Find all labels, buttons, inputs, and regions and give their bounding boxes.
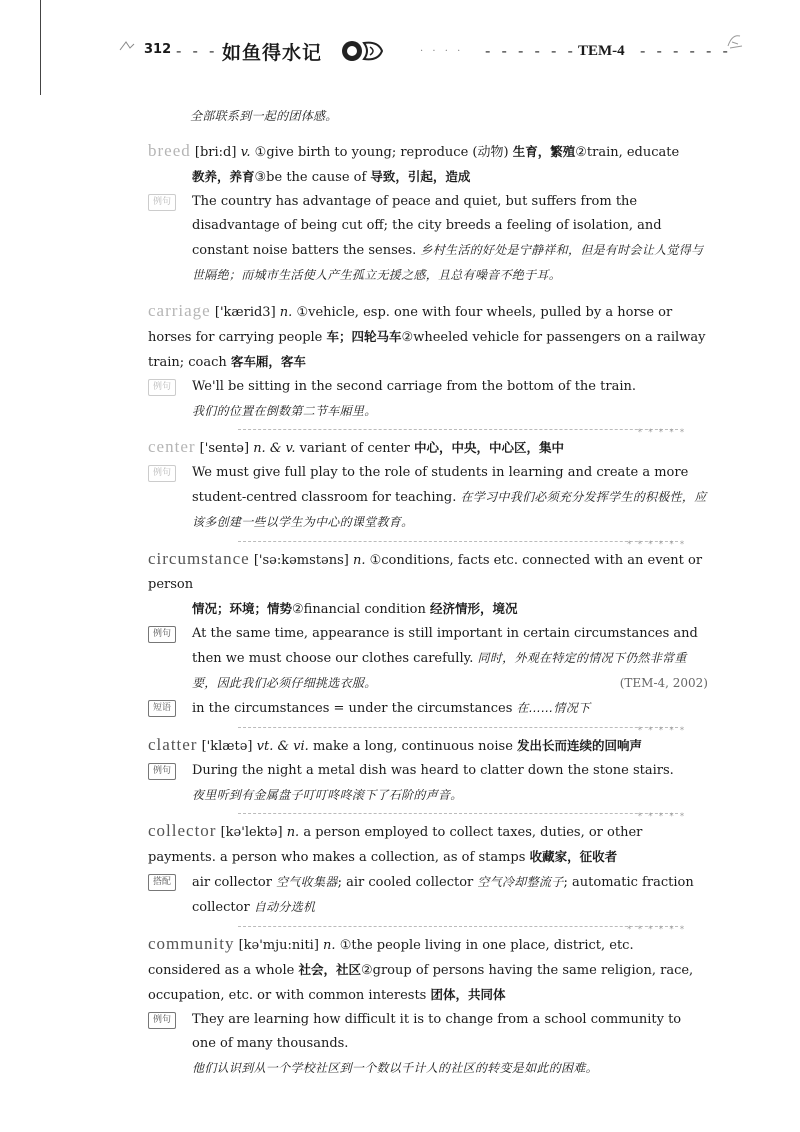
sense-number: ② bbox=[360, 963, 373, 978]
entry-breed bbox=[148, 139, 708, 288]
sense-number: ① bbox=[339, 938, 352, 953]
pronunciation: [kə'mju:niti] bbox=[238, 938, 319, 953]
entry-clatter bbox=[148, 733, 708, 821]
sense-definition: wheeled vehicle for passengers on a railway train; coach bbox=[148, 330, 706, 370]
headword: breed bbox=[148, 141, 191, 160]
example-english: We must give full play to the role of students in learning and create a more student-centred classroom for teaching. bbox=[192, 465, 689, 505]
part-of-speech: n. bbox=[286, 825, 300, 840]
headword: carriage bbox=[148, 301, 211, 320]
sense-translation: 生育，繁殖 bbox=[512, 144, 576, 159]
collocation-english: automatic fraction collector bbox=[192, 875, 694, 915]
headword: circumstance bbox=[148, 549, 250, 568]
example-tag: 例句 bbox=[148, 379, 176, 396]
entry-center bbox=[148, 435, 708, 549]
definition: a person employed to collect taxes, duties, or other payments. a person who makes a collection, as of stamps bbox=[148, 825, 643, 865]
collocation: 搭配 air collector 空气收集器; air cooled collector 空气冷却整流子; automatic fraction collector 自动分选机 bbox=[148, 870, 708, 920]
margin-line bbox=[40, 0, 41, 95]
part-of-speech: n. bbox=[352, 553, 366, 568]
example-english: The country has advantage of peace and quiet, but suffers from the disadvantage of being cut off; the city breeds a feeling of isolation, and constant noise batters the senses. bbox=[192, 194, 662, 258]
header-dash: - - - bbox=[176, 41, 218, 60]
example-tag: 例句 bbox=[148, 1012, 176, 1029]
example-english: We'll be sitting in the second carriage from the bottom of the train. bbox=[192, 379, 636, 394]
sense-number: ② bbox=[575, 145, 587, 160]
example-tag: 例句 bbox=[148, 465, 176, 482]
example-chinese: 乡村生活的好处是宁静祥和，但是有时会让人觉得与世隔绝；而城市生活使人产生孤立无援之感，且总有噪音不绝于耳。 bbox=[192, 243, 704, 282]
pronunciation: ['kærid3] bbox=[214, 305, 276, 320]
entry-community bbox=[148, 932, 708, 1080]
example-english: They are learning how difficult it is to change from a school community to one of many thousands. bbox=[192, 1012, 682, 1051]
pronunciation: [kə'lektə] bbox=[220, 825, 283, 840]
sense-definition: vehicle, esp. one with four wheels, pulled by a horse or horses for carrying people bbox=[148, 305, 673, 345]
example bbox=[148, 190, 708, 288]
sense-number: ② bbox=[401, 330, 414, 345]
collocation-english: air cooled collector bbox=[346, 875, 474, 890]
example-tag: 例句 bbox=[148, 194, 176, 211]
entry-separator: * * * * * bbox=[238, 429, 678, 431]
sense-number: ① bbox=[369, 553, 382, 568]
book-title: 如鱼得水记 bbox=[222, 42, 323, 64]
example-chinese: 我们的位置在倒数第二节车厢里。 bbox=[192, 404, 377, 418]
example-source: (TEM-4, 2002) bbox=[619, 676, 708, 690]
part-of-speech: n. bbox=[279, 305, 293, 320]
sense-definition: give birth to young; reproduce (动物) bbox=[266, 145, 509, 160]
sense-number: ③ bbox=[254, 170, 267, 185]
phrase-chinese: 在……情况下 bbox=[516, 701, 591, 715]
sense-definition: conditions, facts etc. connected with an event or person bbox=[148, 553, 703, 592]
page-content bbox=[148, 104, 708, 1080]
sense-translation: 情况；环境；情势 bbox=[192, 601, 293, 616]
collocation-english: air collector bbox=[192, 875, 272, 890]
collocation-chinese: 空气收集器 bbox=[276, 875, 338, 889]
headword: clatter bbox=[148, 735, 198, 754]
example-tag: 例句 bbox=[148, 626, 176, 643]
example-chinese: 同时，外观在特定的情况下仍然非常重要，因此我们必须仔细挑选衣服。 bbox=[192, 651, 687, 690]
example-chinese: 在学习中我们必须充分发挥学生的积极性，应该多创建一些以学生为中心的课堂教育。 bbox=[192, 490, 707, 529]
phrase bbox=[148, 696, 708, 721]
example bbox=[148, 759, 708, 807]
pronunciation: ['sentə] bbox=[199, 441, 250, 456]
collocation-tag: 搭配 bbox=[148, 874, 176, 891]
headword: community bbox=[148, 934, 235, 953]
collocation-chinese: 自动分选机 bbox=[253, 900, 316, 914]
translation: 发出长而连续的回响声 bbox=[517, 738, 643, 753]
example-chinese: 夜里听到有金属盘子叮叮咚咚滚下了石阶的声音。 bbox=[192, 788, 463, 802]
page-number: 312 bbox=[144, 42, 172, 57]
part-of-speech: vt. & vi. bbox=[256, 739, 309, 754]
phrase-tag: 短语 bbox=[148, 700, 176, 717]
sense-translation: 客车厢，客车 bbox=[230, 354, 306, 369]
example bbox=[148, 622, 708, 696]
fish-logo-icon bbox=[340, 39, 386, 63]
series-label: TEM-4 bbox=[578, 43, 625, 59]
sense-definition: financial condition bbox=[303, 602, 426, 617]
entry-separator: * * * * * * bbox=[238, 541, 678, 543]
sense-definition: train, educate bbox=[586, 145, 680, 160]
example-chinese: 他们认识到从一个学校社区到一个数以千计人的社区的转变是如此的困难。 bbox=[192, 1061, 598, 1075]
example bbox=[148, 1008, 708, 1080]
sense-definition: be the cause of bbox=[266, 170, 367, 185]
header-dots: · · · · bbox=[420, 46, 464, 57]
sense-translation: 导致，引起，造成 bbox=[370, 169, 471, 184]
scribble-mark-icon bbox=[118, 38, 136, 56]
sense-number: ① bbox=[254, 145, 267, 160]
sense-definition: the people living in one place, district, etc. considered as a whole bbox=[148, 938, 634, 978]
entry-separator: * * * * * bbox=[238, 727, 678, 729]
pronunciation: ['klætə] bbox=[201, 739, 253, 754]
example-english: At the same time, appearance is still important in certain circumstances and then we must choose our clothes carefully. bbox=[192, 626, 698, 666]
sense-translation: 团体，共同体 bbox=[430, 987, 506, 1002]
entry-separator: * * * * * * bbox=[238, 926, 678, 928]
entry-carriage bbox=[148, 299, 708, 437]
continued-text: 全部联系到一起的团体感。 bbox=[190, 109, 338, 123]
sense-translation: 经济情形，境况 bbox=[430, 601, 518, 616]
example-english: During the night a metal dish was heard to clatter down the stone stairs. bbox=[192, 763, 674, 778]
fish-doodle-icon bbox=[726, 32, 744, 50]
translation: 收藏家，征收者 bbox=[529, 849, 618, 864]
sense-number: ② bbox=[292, 602, 304, 617]
sense-number: ① bbox=[296, 305, 309, 320]
headword: collector bbox=[148, 821, 217, 840]
translation: 中心，中央，中心区，集中 bbox=[413, 440, 564, 455]
header-dash: - - - - - - bbox=[640, 41, 731, 60]
headword: center bbox=[148, 437, 196, 456]
definition: variant of center bbox=[299, 441, 410, 456]
part-of-speech: n. & v. bbox=[253, 441, 296, 456]
collocation-chinese: 空气冷却整流子 bbox=[477, 875, 564, 889]
entry-circumstance bbox=[148, 547, 708, 735]
definition: make a long, continuous noise bbox=[312, 739, 513, 754]
page-header bbox=[140, 38, 740, 68]
part-of-speech: v. bbox=[240, 145, 251, 160]
example-tag: 例句 bbox=[148, 763, 176, 780]
sense-translation: 车；四轮马车 bbox=[326, 329, 402, 344]
pronunciation: [bri:d] bbox=[194, 145, 237, 160]
phrase-text: in the circumstances = under the circumstances bbox=[192, 701, 513, 716]
header-dash: - - - - - - bbox=[485, 41, 576, 60]
sense-definition: group of persons having the same religion, race, occupation, etc. or with common interests bbox=[148, 963, 694, 1003]
example bbox=[148, 375, 708, 423]
entry-separator: * * * * * bbox=[238, 813, 678, 815]
sense-translation: 教养，养育 bbox=[192, 169, 255, 184]
part-of-speech: n. bbox=[323, 938, 336, 953]
pronunciation: ['sə:kəmstəns] bbox=[253, 553, 349, 568]
entry-collector bbox=[148, 819, 708, 934]
example bbox=[148, 461, 708, 535]
sense-translation: 社会，社区 bbox=[298, 962, 361, 977]
